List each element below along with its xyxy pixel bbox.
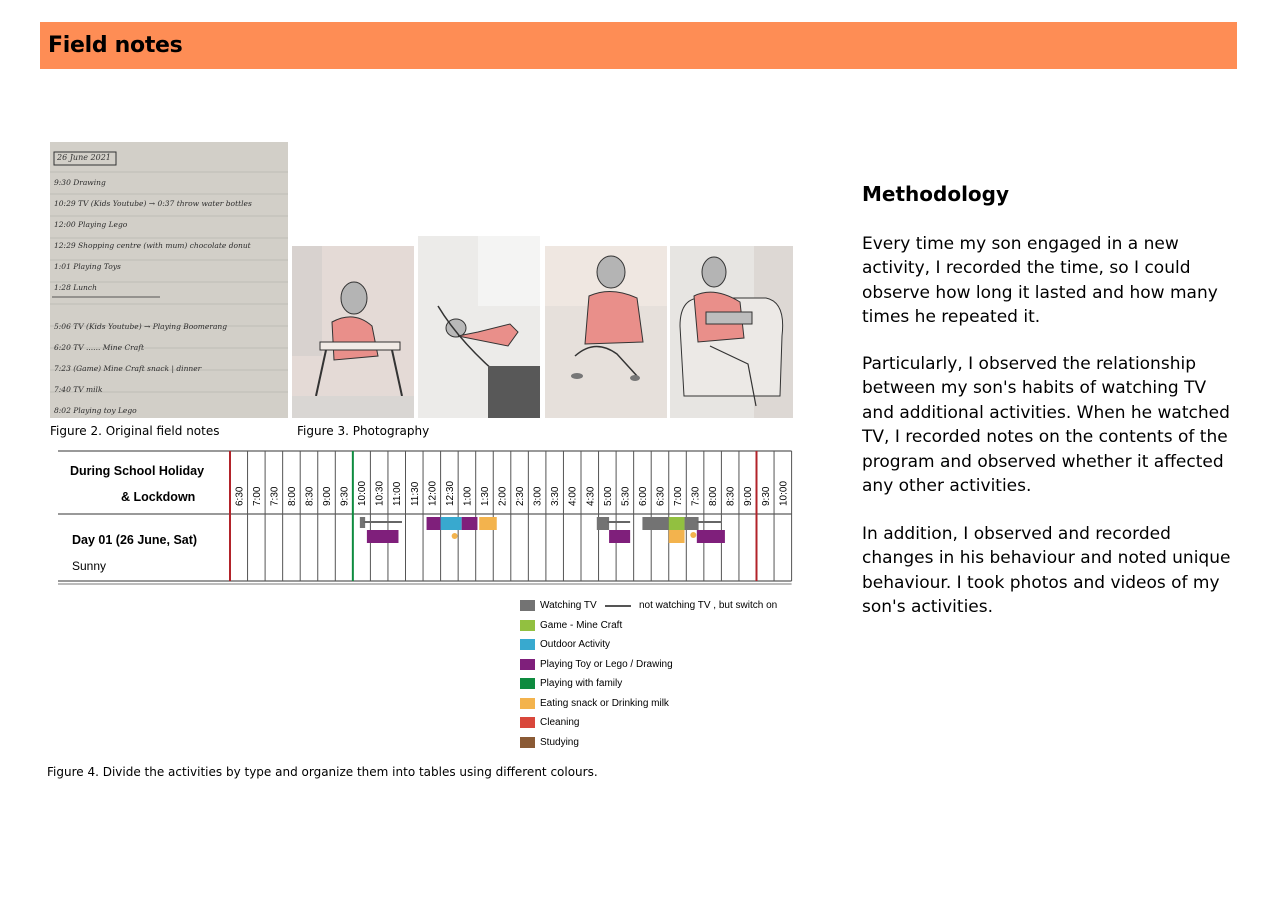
row-title: Day 01 (26 June, Sat) [72,533,198,547]
time-label: 5:00 [602,486,614,506]
photo-drawing-at-tray [292,246,414,418]
time-label: 1:00 [462,486,474,506]
legend-swatch-family [520,678,535,689]
figure4-caption: Figure 4. Divide the activities by type and organize them into tables using different colours. [47,765,598,779]
legend-label-minecraft: Game - Mine Craft [540,619,623,631]
time-label: 3:00 [532,486,544,506]
photo-lying-on-sofa [418,236,540,418]
figure2-caption: Figure 2. Original field notes [50,424,220,438]
activity-block [597,517,609,530]
notes-line: 10:29 TV (Kids Youtube) → 0:37 throw water bottles [54,199,252,208]
snack-dot [452,533,458,539]
time-label: 7:30 [269,486,281,506]
legend-label-family: Playing with family [540,678,623,689]
time-label: 8:00 [286,486,298,506]
row-weather: Sunny [72,559,107,573]
time-label: 8:30 [304,486,316,506]
activity-block [462,517,478,530]
time-label: 7:00 [673,486,685,506]
methodology-paragraph-1: Every time my son engaged in a new activity, I recorded the time, so I could observe how long it lasted and how many times he repeated it. [862,234,1218,328]
time-label: 9:00 [743,486,755,506]
time-label: 12:00 [427,480,439,506]
notes-line: 12:00 Playing Lego [54,220,128,229]
notes-line: 12:29 Shopping centre (with mum) chocolate donut [54,241,251,250]
notes-line: 1:01 Playing Toys [54,262,121,271]
legend-swatch-cleaning [520,717,535,728]
activity-legend [520,600,800,750]
time-label: 8:30 [725,486,737,506]
time-label: 4:30 [585,486,597,506]
time-label: 1:30 [479,486,491,506]
notes-line: 9:30 Drawing [54,178,106,187]
time-label: 3:30 [550,486,562,506]
photo-playing-on-floor [545,246,667,418]
table-header-line2: & Lockdown [121,490,196,504]
activity-block [609,530,630,543]
legend-label-eating: Eating snack or Drinking milk [540,697,669,709]
activity-block [427,517,441,530]
legend-swatch-playing-toy [520,659,535,670]
field-notes-photo [50,142,288,418]
activity-block [642,517,668,530]
time-label: 2:00 [497,486,509,506]
legend-label-outdoor: Outdoor Activity [540,639,611,650]
time-label: 11:00 [392,481,404,506]
legend-swatch-minecraft [520,620,535,631]
notes-line: 1:28 Lunch [54,283,97,292]
legend-label-not-watching: not watching TV , but switch on [639,600,778,611]
legend-label-studying: Studying [540,736,579,748]
activity-timeline-table [56,448,796,588]
activity-block [367,530,399,543]
activity-block [669,517,685,530]
notes-line: 7:23 (Game) Mine Craft snack | dinner [54,364,202,373]
methodology-paragraph-2: Particularly, I observed the relationship between my son's habits of watching TV and additional activities. When he watched TV, I recorded notes on the contents of the program and observed whether it affected any other activities. [862,354,1230,497]
time-label: 9:30 [760,486,772,506]
time-label: 7:30 [690,486,702,506]
figure3-caption: Figure 3. Photography [297,424,430,438]
time-label: 12:30 [444,480,456,506]
time-label: 6:30 [234,486,246,506]
legend-swatch-studying [520,737,535,748]
activity-block [685,517,699,530]
table-header-line1: During School Holiday [70,464,205,478]
notes-text [54,172,286,418]
legend-swatch-outdoor [520,639,535,650]
notes-line: 6:20 TV ...... Mine Craft [54,343,145,352]
time-label: 11:30 [409,481,421,506]
legend-swatch-eating [520,698,535,709]
notes-date: 26 June 2021 [57,153,111,162]
legend-line-swatch [605,605,631,607]
time-label: 10:00 [357,480,369,506]
activity-block [441,517,462,530]
photo-tablet-in-armchair [670,246,793,418]
methodology-paragraph-3: In addition, I observed and recorded changes in his behaviour and noted unique behaviour. I took photos and videos of my son's activities. [862,524,1231,618]
notes-line: 7:40 TV milk [54,385,103,394]
notes-line: 5:06 TV (Kids Youtube) → Playing Boomerang [54,322,228,331]
time-label: 6:00 [637,486,649,506]
legend-label-playing-toy: Playing Toy or Lego / Drawing [540,658,673,670]
page-title: Field notes [48,33,183,58]
legend-label-watching-tv: Watching TV [540,600,597,611]
time-label: 5:30 [620,486,632,506]
activity-block [697,530,725,543]
time-label: 4:00 [567,486,579,506]
time-label: 2:30 [515,486,527,506]
time-label: 7:00 [251,486,263,506]
header-banner [40,22,1237,69]
activity-block [479,517,497,530]
time-label: 8:00 [708,486,720,506]
time-label: 9:30 [339,486,351,506]
legend-swatch-watching-tv [520,600,535,611]
time-label: 10:00 [778,480,790,506]
notes-line: 8:02 Playing toy Lego [54,406,137,415]
time-label: 10:30 [374,480,386,506]
methodology-title: Methodology [862,182,1010,206]
activity-block [669,530,685,543]
time-label: 6:30 [655,486,667,506]
legend-label-cleaning: Cleaning [540,717,580,728]
snack-dot [690,532,696,538]
time-label: 9:00 [322,486,334,506]
